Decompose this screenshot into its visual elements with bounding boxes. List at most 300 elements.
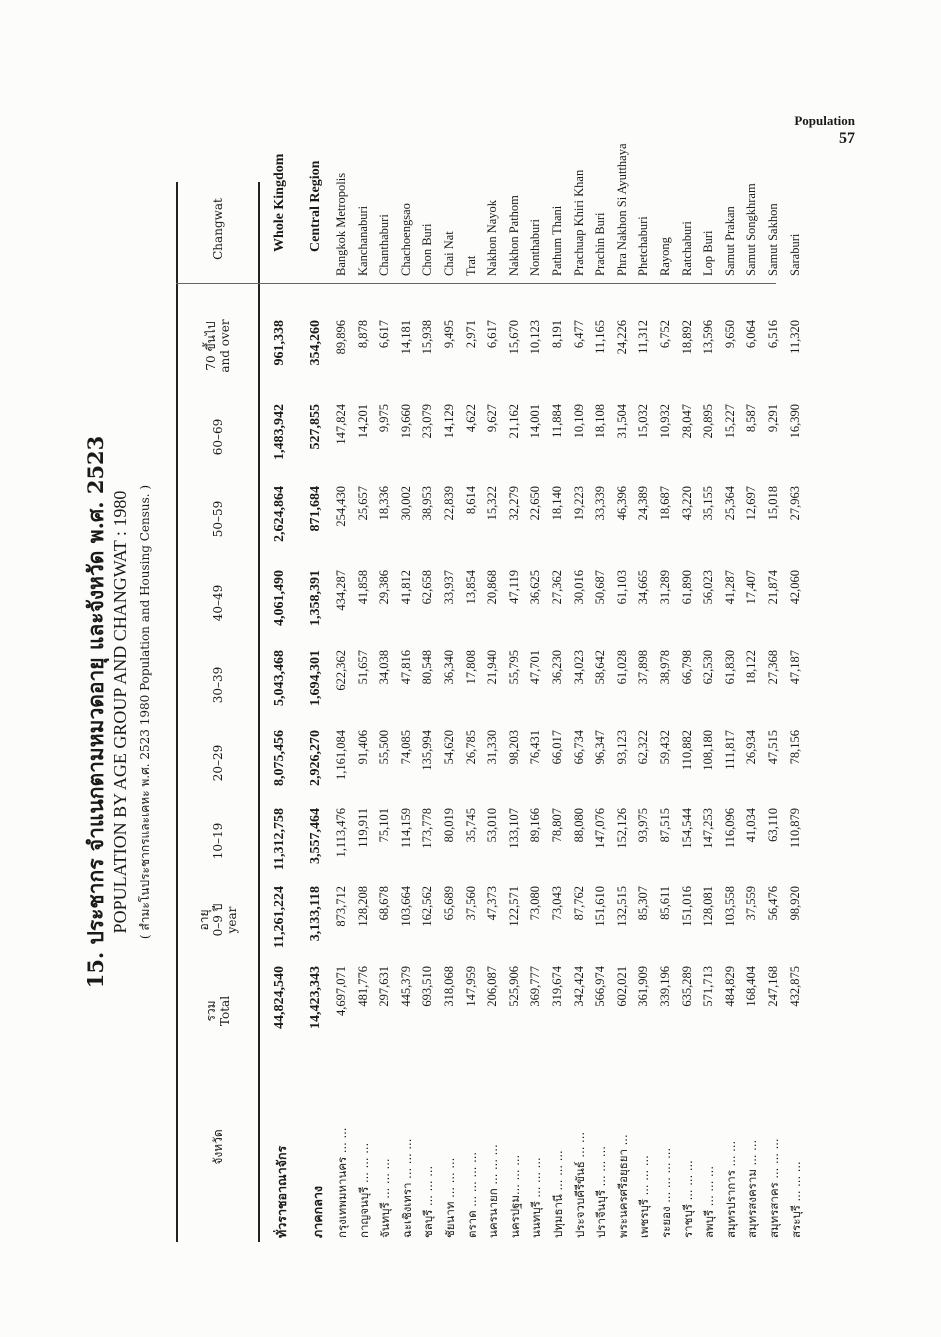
cell-a40: 31,289 [658, 570, 672, 605]
cell-a20: 62,322 [636, 730, 651, 765]
col-header-age-30-39: 30–39 [210, 666, 225, 704]
table-row [721, 182, 743, 1242]
cell-a30: 36,230 [550, 650, 564, 685]
cell-a20: 76,431 [528, 730, 543, 765]
cell-total: 432,875 [787, 966, 802, 1007]
cell-a20: 59,432 [658, 730, 672, 765]
cell-a0: 128,081 [701, 886, 716, 927]
cell-a60: 18,108 [593, 404, 608, 439]
cell-a10: 173,778 [420, 808, 435, 849]
cell-a50: 19,223 [571, 486, 586, 521]
table-row [634, 182, 656, 1242]
cell-a30: 34,038 [377, 650, 392, 685]
cell-changwat-thai: ปทุมธานี ... ... ... [551, 1150, 565, 1238]
cell-a10: 75,101 [377, 808, 392, 843]
cell-a70: 354,260 [308, 320, 323, 366]
cell-changwat-thai: สมุทรสาคร ... ... ... [767, 1138, 781, 1238]
col-header-changwat-english: Changwat [210, 198, 225, 260]
page-number: 57 [839, 130, 855, 147]
table-row [483, 182, 505, 1242]
cell-a60: 147,824 [334, 404, 348, 445]
cell-a60: 31,504 [614, 404, 629, 439]
cell-a40: 34,665 [636, 570, 651, 605]
cell-a40: 20,868 [485, 570, 500, 605]
cell-a30: 62,530 [701, 650, 716, 685]
cell-a60: 16,390 [787, 404, 802, 439]
cell-changwat-english: Chai Nat [442, 231, 456, 276]
cell-changwat-english: Whole Kingdom [272, 153, 287, 252]
cell-changwat-thai: ปราจีนบุรี ... ... ... [594, 1146, 609, 1238]
cell-a30: 36,340 [442, 650, 456, 685]
cell-a40: 47,119 [506, 570, 521, 604]
cell-a70: 9,650 [722, 320, 737, 349]
cell-a60: 8,587 [744, 404, 759, 433]
table-row [786, 182, 808, 1242]
cell-a20: 96,347 [593, 730, 608, 765]
cell-a20: 135,994 [420, 730, 435, 771]
cell-a10: 152,126 [614, 808, 629, 849]
cell-a60: 527,855 [308, 404, 323, 450]
cell-a0: 103,664 [398, 886, 413, 927]
cell-a70: 6,617 [485, 320, 500, 349]
cell-a50: 25,657 [355, 486, 370, 521]
cell-a10: 53,010 [485, 808, 500, 843]
cell-a70: 11,165 [593, 320, 608, 354]
cell-a40: 30,016 [571, 570, 586, 605]
cell-a20: 108,180 [701, 730, 716, 771]
cell-a0: 68,678 [377, 886, 392, 921]
cell-a20: 54,620 [442, 730, 456, 765]
rotated-table-block [80, 143, 803, 1242]
cell-a40: 41,858 [355, 570, 370, 605]
cell-a50: 33,339 [593, 486, 608, 521]
cell-a70: 6,477 [571, 320, 586, 349]
cell-a50: 35,155 [701, 486, 716, 521]
cell-a40: 13,854 [463, 570, 478, 605]
cell-a70: 2,971 [463, 320, 478, 349]
cell-changwat-thai: ภาคกลาง [310, 1186, 325, 1238]
cell-changwat-thai: ทั่วราชอาณาจักร [274, 1145, 289, 1238]
cell-a10: 11,312,758 [272, 808, 287, 871]
cell-a0: 73,043 [550, 886, 564, 921]
cell-a40: 434,287 [334, 570, 348, 611]
cell-a40: 29,386 [377, 570, 392, 605]
cell-a40: 21,874 [766, 570, 780, 605]
cell-a0: 162,562 [420, 886, 435, 927]
col-header-changwat-thai: จังหวัด [210, 1129, 225, 1165]
cell-a70: 961,338 [272, 320, 287, 366]
cell-total: 525,906 [506, 966, 521, 1007]
cell-a40: 61,103 [614, 570, 629, 605]
cell-changwat-thai: นครปฐม... ... ... [507, 1154, 522, 1238]
col-header-age-40-49: 40–49 [210, 584, 225, 622]
cell-a30: 61,028 [614, 650, 629, 685]
cell-a10: 63,110 [766, 808, 780, 842]
cell-changwat-english: Trat [463, 255, 478, 276]
cell-a30: 38,978 [658, 650, 672, 685]
cell-a10: 3,557,464 [308, 808, 323, 864]
cell-a10: 78,807 [550, 808, 564, 843]
cell-a60: 9,291 [766, 404, 780, 433]
cell-a50: 871,684 [308, 486, 323, 532]
cell-a60: 15,227 [722, 404, 737, 439]
cell-a0: 87,762 [571, 886, 586, 921]
cell-a0: 73,080 [528, 886, 543, 921]
cell-changwat-thai: ประจวบคีรีขันธ์ ... ... [572, 1131, 587, 1238]
cell-a30: 61,830 [722, 650, 737, 685]
table-row [570, 169, 592, 1242]
cell-a30: 622,362 [334, 650, 348, 691]
cell-a30: 34,023 [571, 650, 586, 685]
table-row [678, 182, 700, 1242]
cell-a30: 21,940 [485, 650, 500, 685]
cell-changwat-english: Chanthaburi [377, 214, 392, 276]
cell-a30: 27,368 [766, 650, 780, 685]
cell-a0: 128,208 [355, 886, 370, 927]
cell-changwat-thai: พระนครศรีอยุธยา ... [615, 1134, 630, 1238]
cell-a0: 85,307 [636, 886, 651, 921]
cell-a30: 18,122 [744, 650, 759, 685]
cell-a30: 47,701 [528, 650, 543, 685]
cell-a50: 25,364 [722, 486, 737, 521]
cell-a60: 20,895 [701, 404, 716, 439]
cell-a40: 41,812 [398, 570, 413, 605]
cell-a60: 14,001 [528, 404, 543, 439]
cell-a30: 55,795 [506, 650, 521, 685]
cell-a30: 58,642 [593, 650, 608, 685]
cell-changwat-english: Kanchanaburi [355, 205, 370, 276]
cell-a40: 4,061,490 [272, 570, 287, 626]
cell-a60: 9,627 [485, 404, 500, 433]
cell-changwat-english: Saraburi [787, 233, 802, 276]
col-header-age-10-19: 10–19 [210, 822, 225, 860]
cell-total: 339,196 [658, 966, 672, 1007]
cell-a20: 98,203 [506, 730, 521, 765]
cell-a40: 36,625 [528, 570, 543, 605]
table-row [418, 182, 440, 1242]
cell-changwat-english: Samut Prakan [722, 206, 737, 276]
cell-a70: 6,617 [377, 320, 392, 349]
cell-total: 571,713 [701, 966, 716, 1007]
cell-a50: 2,624,864 [272, 486, 287, 542]
cell-a0: 122,571 [506, 886, 521, 927]
cell-a70: 6,064 [744, 320, 759, 349]
cell-a70: 10,123 [528, 320, 543, 355]
cell-changwat-thai: ระยอง ... ... ... ... [659, 1147, 673, 1238]
table-title-thai: 15. ประชากร จำแนกตามหมวดอายุ และจังหวัด พ.ศ. 2523 [83, 435, 108, 989]
cell-a30: 37,898 [636, 650, 651, 685]
cell-a10: 133,107 [506, 808, 521, 849]
cell-a50: 32,279 [506, 486, 521, 521]
table-row [505, 182, 527, 1242]
cell-a0: 98,920 [787, 886, 802, 921]
cell-a70: 6,752 [658, 320, 672, 349]
cell-a60: 28,047 [679, 404, 694, 439]
cell-changwat-english: Nakhon Pathom [506, 195, 521, 276]
cell-a0: 103,558 [722, 886, 737, 927]
cell-changwat-english: Central Region [308, 160, 323, 252]
table-row [656, 182, 678, 1242]
cell-a50: 22,650 [528, 486, 543, 521]
table-row [397, 182, 419, 1242]
cell-a10: 88,080 [571, 808, 586, 843]
table-row [548, 182, 570, 1242]
cell-total: 319,674 [550, 966, 564, 1007]
cell-changwat-english: Phra Nakhon Si Ayutthaya [614, 143, 629, 276]
cell-a0: 56,476 [766, 886, 780, 921]
cell-changwat-thai: ชลบุรี ... ... ... [421, 1165, 436, 1238]
cell-total: 445,379 [398, 966, 413, 1007]
cell-a20: 111,817 [722, 730, 737, 770]
cell-a20: 26,785 [463, 730, 478, 765]
cell-a70: 18,892 [679, 320, 694, 355]
table-title-english: POPULATION BY AGE GROUP AND CHANGWAT : 1980 [110, 490, 130, 934]
cell-total: 342,424 [571, 966, 586, 1007]
cell-a50: 12,697 [744, 486, 759, 521]
cell-a20: 26,934 [744, 730, 759, 765]
table-top-rule [176, 182, 178, 1242]
cell-a40: 41,287 [722, 570, 737, 605]
cell-a50: 18,140 [550, 486, 564, 521]
cell-a10: 35,745 [463, 808, 478, 843]
cell-a0: 873,712 [334, 886, 348, 927]
table-row [306, 160, 328, 1242]
page-header [794, 113, 855, 149]
cell-a0: 85,611 [658, 886, 672, 920]
cell-a20: 91,406 [355, 730, 370, 765]
table-row [613, 143, 635, 1242]
cell-a70: 13,596 [701, 320, 716, 355]
col-header-age-0-9: อายุ 0–9 ปี year [196, 903, 239, 937]
table-row [742, 182, 764, 1242]
cell-a50: 8,614 [463, 486, 478, 515]
table-row [270, 153, 292, 1242]
cell-a10: 87,515 [658, 808, 672, 843]
cell-changwat-english: Prachin Buri [593, 212, 608, 276]
cell-total: 14,423,343 [308, 966, 323, 1029]
cell-a10: 41,034 [744, 808, 759, 843]
cell-a40: 17,407 [744, 570, 759, 605]
cell-total: 44,824,540 [272, 966, 287, 1029]
cell-a40: 27,362 [550, 570, 564, 605]
cell-a40: 1,358,391 [308, 570, 323, 626]
cell-a70: 11,320 [787, 320, 802, 354]
cell-changwat-thai: ราชบุรี ... ... ... [680, 1160, 695, 1238]
cell-total: 318,068 [442, 966, 456, 1007]
cell-a70: 89,896 [334, 320, 348, 355]
cell-a0: 151,016 [679, 886, 694, 927]
cell-a50: 46,396 [614, 486, 629, 521]
cell-a20: 93,123 [614, 730, 629, 765]
table-row [462, 182, 484, 1242]
table-row [526, 182, 548, 1242]
col-header-age-60-69: 60–69 [210, 418, 225, 456]
cell-total: 693,510 [420, 966, 435, 1007]
cell-changwat-thai: ตราด ... ... ... ... [464, 1151, 479, 1238]
cell-changwat-thai: ฉะเชิงเทรา ... ... ... [399, 1138, 414, 1238]
cell-total: 635,289 [679, 966, 694, 1007]
cell-a70: 8,191 [550, 320, 564, 349]
cell-a40: 42,060 [787, 570, 802, 605]
cell-a30: 1,694,301 [308, 650, 323, 706]
cell-total: 602,021 [614, 966, 629, 1007]
cell-total: 566,974 [593, 966, 608, 1007]
cell-total: 484,829 [722, 966, 737, 1007]
cell-total: 147,959 [463, 966, 478, 1007]
cell-a30: 47,816 [398, 650, 413, 685]
cell-changwat-english: Rayong [658, 237, 672, 276]
cell-changwat-thai: กรุงเทพมหานคร ... ... [335, 1127, 349, 1238]
cell-a40: 56,023 [701, 570, 716, 605]
cell-changwat-english: Prachuap Khiri Khan [571, 169, 586, 276]
cell-a50: 24,389 [636, 486, 651, 521]
cell-a40: 62,658 [420, 570, 435, 605]
cell-a30: 80,548 [420, 650, 435, 685]
table-row [764, 182, 786, 1242]
running-title: Population [794, 113, 855, 128]
cell-a40: 33,937 [442, 570, 456, 605]
cell-a20: 78,156 [787, 730, 802, 765]
table-row [332, 172, 354, 1242]
cell-a10: 1,113,476 [334, 808, 348, 858]
cell-changwat-english: Pathum Thani [550, 205, 564, 276]
cell-changwat-english: Samut Songkhram [744, 183, 759, 276]
cell-changwat-english: Chon Buri [420, 223, 435, 276]
cell-a60: 15,032 [636, 404, 651, 439]
table-source-note: ( สำมะโนประชากรและเคหะ พ.ศ. 2523 1980 Population and Housing Census. ) [138, 484, 152, 940]
cell-total: 206,087 [485, 966, 500, 1007]
cell-a30: 17,808 [463, 650, 478, 685]
cell-a70: 15,670 [506, 320, 521, 355]
cell-a0: 65,689 [442, 886, 456, 921]
cell-a60: 4,622 [463, 404, 478, 433]
cell-a70: 8,878 [355, 320, 370, 349]
cell-total: 369,777 [528, 966, 543, 1007]
table-row [699, 182, 721, 1242]
cell-a60: 14,201 [355, 404, 370, 439]
cell-a70: 24,226 [614, 320, 629, 355]
cell-a60: 19,660 [398, 404, 413, 439]
cell-a10: 110,879 [787, 808, 802, 849]
cell-a70: 11,312 [636, 320, 651, 354]
cell-a40: 50,687 [593, 570, 608, 605]
cell-a10: 154,544 [679, 808, 694, 849]
table-row [591, 182, 613, 1242]
cell-a20: 1,161,084 [334, 730, 348, 780]
cell-a0: 151,610 [593, 886, 608, 927]
table-row [354, 182, 376, 1242]
cell-a10: 119,911 [355, 808, 370, 848]
col-header-total: รวม Total [203, 995, 232, 1027]
cell-changwat-thai: สมุทรสงคราม ... ... [745, 1139, 760, 1238]
cell-a50: 27,963 [787, 486, 802, 521]
cell-a20: 2,926,270 [308, 730, 323, 786]
cell-a60: 10,109 [571, 404, 586, 439]
cell-a50: 15,018 [766, 486, 780, 521]
cell-changwat-thai: สระบุรี ... ... ... [788, 1161, 803, 1238]
cell-a10: 114,159 [398, 808, 413, 849]
cell-a10: 147,253 [701, 808, 716, 849]
cell-a50: 18,687 [658, 486, 672, 521]
cell-a50: 43,220 [679, 486, 694, 521]
cell-a10: 147,076 [593, 808, 608, 849]
col-header-age-70-over: 70 ขึ้นไป and over [203, 319, 232, 373]
cell-a60: 10,932 [658, 404, 672, 439]
cell-a20: 66,017 [550, 730, 564, 765]
cell-changwat-thai: ลพบุรี ... ... ... [702, 1166, 717, 1238]
cell-a50: 15,322 [485, 486, 500, 521]
cell-changwat-thai: นครนายก ... ... ... [486, 1144, 501, 1238]
col-header-age-20-29: 20–29 [210, 744, 225, 782]
cell-a20: 31,330 [485, 730, 500, 765]
cell-a0: 37,560 [463, 886, 478, 921]
table-row [375, 182, 397, 1242]
cell-a40: 61,890 [679, 570, 694, 605]
cell-a0: 37,559 [744, 886, 759, 921]
cell-a60: 14,129 [442, 404, 456, 439]
cell-changwat-english: Lop Buri [701, 230, 716, 276]
cell-changwat-thai: เพชรบุรี ... ... ... [637, 1155, 652, 1238]
cell-a20: 110,882 [679, 730, 694, 771]
cell-a0: 3,133,118 [308, 886, 323, 942]
cell-total: 4,697,071 [334, 966, 348, 1016]
cell-total: 247,168 [766, 966, 780, 1007]
cell-a50: 22,839 [442, 486, 456, 521]
cell-a70: 15,938 [420, 320, 435, 355]
cell-a70: 6,516 [766, 320, 780, 349]
cell-a50: 18,336 [377, 486, 392, 521]
header-bottom-rule [258, 182, 260, 1242]
cell-a20: 74,085 [398, 730, 413, 765]
cell-total: 481,776 [355, 966, 370, 1007]
cell-a20: 8,075,456 [272, 730, 287, 786]
cell-a20: 47,515 [766, 730, 780, 765]
cell-total: 297,631 [377, 966, 392, 1007]
cell-changwat-english: Chachoengsao [398, 203, 413, 276]
cell-a50: 254,430 [334, 486, 348, 527]
cell-a30: 51,657 [355, 650, 370, 685]
cell-a10: 80,019 [442, 808, 456, 843]
cell-a30: 66,798 [679, 650, 694, 685]
cell-a10: 89,166 [528, 808, 543, 843]
col-header-age-50-59: 50–59 [210, 500, 225, 538]
cell-changwat-english: Ratchaburi [679, 221, 694, 276]
cell-changwat-thai: สมุทรปราการ ... ... [723, 1140, 738, 1238]
cell-changwat-english: Bangkok Metropolis [334, 172, 348, 276]
table-row [440, 182, 462, 1242]
cell-a0: 47,373 [485, 886, 500, 921]
cell-changwat-english: Nonthaburi [528, 219, 543, 276]
cell-a20: 66,734 [571, 730, 586, 765]
cell-a70: 14,181 [398, 320, 413, 355]
cell-a0: 132,515 [614, 886, 629, 927]
cell-changwat-english: Phetchaburi [636, 216, 651, 276]
cell-a60: 11,884 [550, 404, 564, 438]
cell-a10: 116,096 [722, 808, 737, 849]
cell-a20: 55,500 [377, 730, 392, 765]
cell-a70: 9,495 [442, 320, 456, 349]
cell-a0: 11,261,224 [272, 886, 287, 949]
cell-changwat-thai: นนทบุรี ... ... ... [529, 1157, 544, 1238]
cell-a30: 5,043,468 [272, 650, 287, 706]
cell-a10: 93,975 [636, 808, 651, 843]
cell-total: 168,404 [744, 966, 759, 1007]
cell-a60: 21,162 [506, 404, 521, 439]
cell-a60: 9,975 [377, 404, 392, 433]
cell-a50: 38,953 [420, 486, 435, 521]
cell-changwat-english: Samut Sakhon [766, 203, 780, 276]
cell-changwat-thai: จันทบุรี ... ... ... [378, 1158, 393, 1238]
